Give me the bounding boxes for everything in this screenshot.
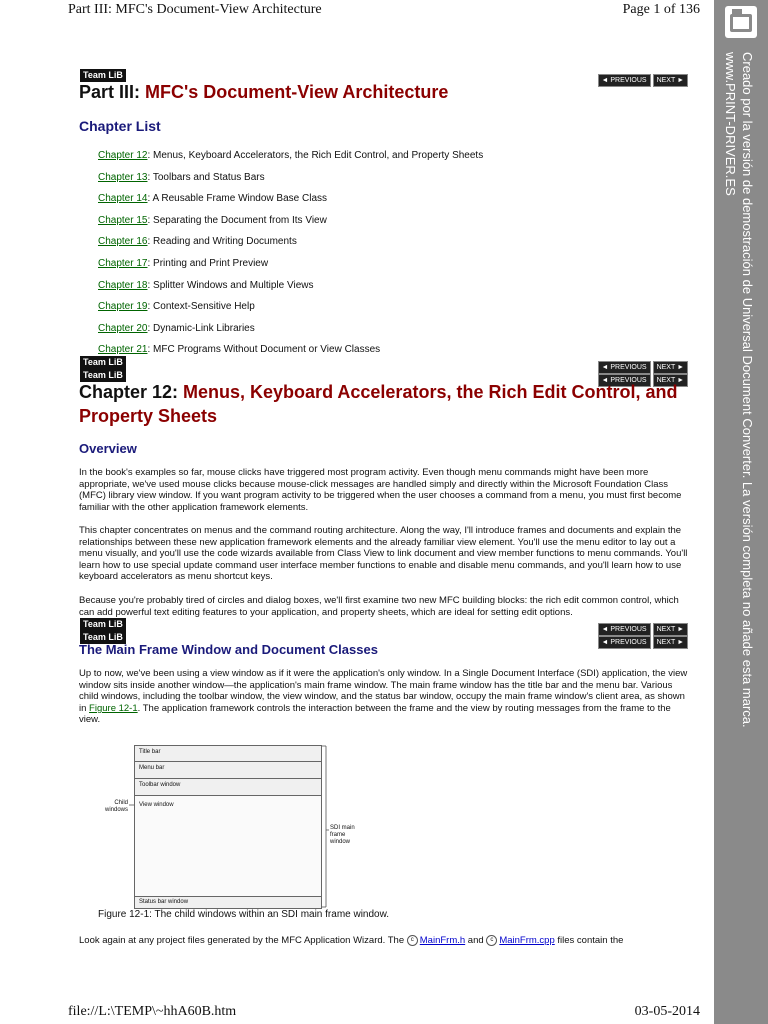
paragraph-text: Up to now, we've been using a view window as if it were the application's only window. In a Single Document Interface (SDI) application, the view window sits inside another window—the application's main frame window. The main frame window has the title bar and the menu bar. Various child windows, including the toolbar window, the view window, and the status bar window, occupy the main frame window's client area, as shown in bbox=[79, 668, 688, 714]
part-title bbox=[79, 82, 448, 103]
chapter-prefix: Chapter 12: bbox=[79, 382, 184, 402]
list-item bbox=[98, 193, 483, 215]
previous-button[interactable]: ◄ PREVIOUS bbox=[598, 623, 651, 636]
watermark-line-2: www.PRINT-DRIVER.ES bbox=[723, 52, 738, 196]
chapter-title bbox=[79, 380, 689, 428]
paragraph-text: Look again at any project files generated by the MFC Application Wizard. The bbox=[79, 935, 407, 947]
team-lib-badge: Team LiB bbox=[80, 631, 126, 644]
part-title-text: MFC's Document-View Architecture bbox=[145, 82, 449, 102]
watermark-text bbox=[722, 52, 756, 772]
page-number: Page 1 of 136 bbox=[622, 2, 700, 17]
team-lib-badge: Team LiB bbox=[80, 356, 126, 369]
paragraph: This chapter concentrates on menus and the command routing architecture. Along the way, I'll introduce frames and documents and explain the relationships between these new application framework elements and the already familiar view element. You'll use the menu editor to lay out a menu visually, and you'll use the code wizards available from Class View to link document and view member functions to menu commands. You'll learn how to use special update command user interface member functions to enable and disable menu commands, and you'll learn how to use keyboard accelerators as menu shortcut keys. bbox=[79, 525, 688, 583]
chapter-title-text: Menus, Keyboard Accelerators, the Rich Edit Control, and Property Sheets bbox=[79, 382, 678, 426]
figure-caption: Figure 12-1: The child windows within an SDI main frame window. bbox=[98, 909, 390, 920]
chapter-link[interactable]: Chapter 17 bbox=[98, 257, 148, 269]
paragraph bbox=[79, 668, 689, 726]
previous-button[interactable]: ◄ PREVIOUS bbox=[598, 74, 651, 87]
mainfrm-h-link[interactable]: MainFrm.h bbox=[419, 935, 466, 947]
nav-bar-bottom bbox=[80, 618, 688, 631]
list-item bbox=[98, 258, 483, 280]
paragraph bbox=[79, 935, 623, 946]
page-footer bbox=[0, 1004, 710, 1022]
list-item bbox=[98, 323, 483, 345]
figure-label: View window bbox=[139, 802, 174, 808]
chapter-title: : Toolbars and Status Bars bbox=[147, 171, 265, 183]
next-button[interactable]: NEXT ► bbox=[653, 361, 688, 374]
chapter-list-heading: Chapter List bbox=[79, 118, 161, 134]
chapter-title: : Separating the Document from Its View bbox=[147, 214, 327, 226]
overview-heading: Overview bbox=[79, 441, 137, 456]
chapter-title: : Dynamic-Link Libraries bbox=[147, 322, 255, 334]
chapter-title: : Reading and Writing Documents bbox=[147, 236, 297, 248]
previous-button[interactable]: ◄ PREVIOUS bbox=[598, 374, 651, 387]
mainfrm-cpp-link[interactable]: MainFrm.cpp bbox=[499, 935, 555, 947]
next-button[interactable]: NEXT ► bbox=[653, 74, 688, 87]
previous-button[interactable]: ◄ PREVIOUS bbox=[598, 636, 651, 649]
next-button[interactable]: NEXT ► bbox=[653, 636, 688, 649]
chapter-title: : Menus, Keyboard Accelerators, the Rich Edit Control, and Property Sheets bbox=[147, 150, 484, 161]
sdi-frame-label: SDI main frame window bbox=[330, 825, 355, 845]
watermark-sidebar bbox=[714, 0, 768, 1024]
file-link-icon: c bbox=[486, 935, 497, 946]
next-button[interactable]: NEXT ► bbox=[653, 623, 688, 636]
chapter-title: : A Reusable Frame Window Base Class bbox=[147, 193, 328, 205]
figure-label: Toolbar window bbox=[139, 782, 181, 788]
paragraph-text: . The application framework controls the interaction between the frame and the view by routing messages from the frame to the view. bbox=[79, 702, 671, 726]
figure-lines bbox=[98, 745, 358, 910]
print-date: 03-05-2014 bbox=[634, 1004, 700, 1019]
previous-button[interactable]: ◄ PREVIOUS bbox=[598, 361, 651, 374]
paragraph: Because you're probably tired of circles and dialog boxes, we'll first examine two new MFC building blocks: the rich edit common control, which can add powerful text editing features to your application, and property sheets, which are ideal for setting edit options. bbox=[79, 595, 679, 618]
list-item bbox=[98, 236, 483, 258]
section-heading: The Main Frame Window and Document Classes bbox=[79, 642, 378, 657]
chapter-link[interactable]: Chapter 20 bbox=[98, 322, 148, 334]
team-lib-badge: Team LiB bbox=[80, 369, 126, 382]
next-button[interactable]: NEXT ► bbox=[653, 374, 688, 387]
nav-bar-bottom bbox=[80, 356, 688, 369]
chapter-title: : Context-Sensitive Help bbox=[147, 301, 255, 313]
paragraph-text: and bbox=[465, 935, 487, 947]
list-item bbox=[98, 301, 483, 323]
chapter-link[interactable]: Chapter 16 bbox=[98, 236, 148, 248]
page-header bbox=[0, 2, 710, 22]
paragraph: In the book's examples so far, mouse clicks have triggered most program activity. Even though menu commands might have been more appropriate, we've used mouse clicks because mouse-click messages are handled simply and directly within the Microsoft Foundation Class (MFC) library view window. If you want program activity to be triggered when the user chooses a command from a menu, you must first become familiar with the other application framework elements. bbox=[79, 467, 682, 513]
header-title: Part III: MFC's Document-View Architecture bbox=[68, 2, 322, 17]
chapter-link[interactable]: Chapter 12 bbox=[98, 150, 148, 161]
chapter-title: : MFC Programs Without Document or View Classes bbox=[147, 344, 381, 356]
chapter-list bbox=[98, 150, 483, 366]
figure-label: Menu bar bbox=[139, 765, 165, 771]
chapter-link[interactable]: Chapter 15 bbox=[98, 214, 148, 226]
list-item bbox=[98, 280, 483, 302]
chapter-link[interactable]: Chapter 21 bbox=[98, 344, 148, 356]
chapter-link[interactable]: Chapter 18 bbox=[98, 279, 148, 291]
paragraph-text: files contain the bbox=[554, 935, 624, 947]
child-windows-label: Child windows bbox=[104, 800, 128, 813]
figure-label: Status bar window bbox=[139, 899, 189, 905]
chapter-link[interactable]: Chapter 19 bbox=[98, 301, 148, 313]
chapter-link[interactable]: Chapter 13 bbox=[98, 171, 148, 183]
figure-label: Title bar bbox=[139, 749, 161, 755]
part-prefix: Part III: bbox=[79, 82, 146, 102]
nav-bar-top bbox=[80, 69, 688, 82]
file-path: file://L:\TEMP\~hhA60B.htm bbox=[68, 1004, 237, 1019]
converter-logo-icon bbox=[725, 6, 757, 38]
file-link-icon: c bbox=[407, 935, 418, 946]
watermark-line-1: Creado por la versión de demostración de Universal Document Converter. La versión completa no añade esta marca. bbox=[740, 52, 755, 728]
team-lib-badge: Team LiB bbox=[80, 69, 126, 82]
chapter-title: : Printing and Print Preview bbox=[147, 257, 269, 269]
list-item bbox=[98, 150, 483, 172]
figure-12-1 bbox=[98, 745, 358, 910]
chapter-title: : Splitter Windows and Multiple Views bbox=[147, 279, 314, 291]
figure-link[interactable]: Figure 12-1 bbox=[89, 702, 138, 714]
chapter-link[interactable]: Chapter 14 bbox=[98, 193, 148, 205]
list-item bbox=[98, 215, 483, 237]
team-lib-badge: Team LiB bbox=[80, 618, 126, 631]
list-item bbox=[98, 172, 483, 194]
